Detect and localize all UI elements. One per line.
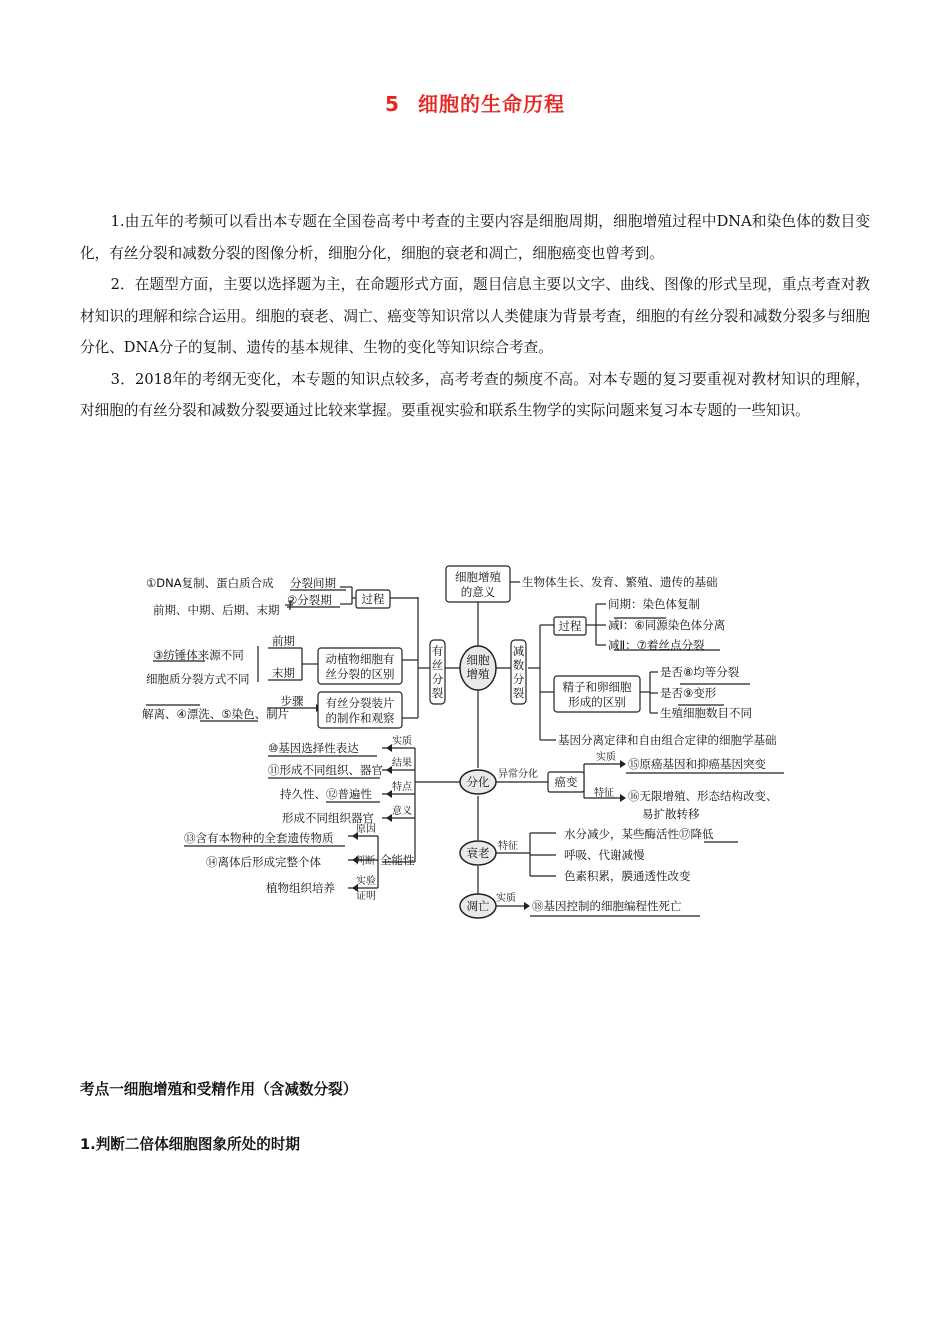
d12: 持久性、⑫普遍性: [280, 787, 372, 801]
slide-box-line1: 有丝分裂装片: [325, 696, 395, 710]
d-result-label: 结果: [392, 758, 412, 769]
m-interphase: 间期：染色体复制: [608, 597, 700, 611]
phases: 前期、中期、后期、末期: [153, 603, 280, 617]
intro-paragraph: 2．在题型方面，主要以选择题为主，在命题形式方面，题目信息主要以文字、曲线、图像的形式呈现，重点考查对教材知识的理解和综合运用。细胞的衰老、凋亡、癌变等知识常以人类健康为背景考查，细胞的有丝分裂和减数分裂多与细胞分化、DNA分子的复制、遗传的基本规律、生物的变化等知识综合考查。: [80, 276, 870, 356]
essence-label: 实质: [596, 752, 616, 763]
item3: ③纺锤体来源不同: [153, 648, 244, 662]
telophase: 末期: [272, 666, 295, 680]
page-title: [0, 88, 950, 117]
significance-box-line2: 的意义: [460, 585, 496, 599]
d-totipotency: 全能性: [380, 853, 415, 867]
intro-paragraph: 1.由五年的考频可以看出本专题在全国卷高考中考查的主要内容是细胞周期，细胞增殖过程中DNA和染色体的数目变化，有丝分裂和减数分裂的图像分析，细胞分化，细胞的衰老和凋亡，细胞癌变也曾考到。: [80, 213, 870, 262]
a1: 水分减少，某些酶活性⑰降低: [564, 827, 714, 841]
aging-node: 衰老: [466, 846, 490, 860]
diff-box-line2: 丝分裂的区别: [325, 667, 395, 681]
meiosis-process: 过程: [558, 619, 582, 633]
m-i: 减Ⅰ：⑥同源染色体分离: [608, 618, 726, 632]
section-heading: 考点一细胞增殖和受精作用（含减数分裂）: [80, 1081, 358, 1098]
d-experiment-label: 实验: [356, 876, 376, 887]
g1: 是否⑧均等分裂: [660, 665, 740, 679]
meiosis-vertical-4: 裂: [512, 686, 525, 700]
c16a: ⑯无限增殖、形态结构改变、: [628, 789, 778, 803]
meiosis-vertical-2: 数: [512, 658, 525, 672]
diff-box-line1: 动植物细胞有: [325, 652, 395, 666]
cytokinesis: 细胞质分裂方式不同: [146, 672, 250, 686]
a-feature-label: 特征: [498, 841, 518, 852]
d13: ⑬含有本物种的全套遗传物质: [184, 831, 334, 845]
meiosis-vertical-3: 分: [512, 672, 525, 686]
significance-text: 生物体生长、发育、繁殖、遗传的基础: [522, 575, 718, 589]
ap-essence-label: 实质: [496, 893, 516, 904]
d10: ⑩基因选择性表达: [268, 741, 359, 755]
d-reason-label: 原因: [356, 824, 376, 835]
d-meaning-label: 意义: [392, 806, 412, 817]
d14: ⑭离体后形成完整个体: [206, 855, 321, 869]
d-form: 形成不同组织器官: [282, 811, 374, 825]
d-culture: 植物组织培养: [266, 881, 335, 895]
gamete-box-line2: 形成的区别: [568, 695, 626, 709]
mitosis-vertical-3: 分: [431, 672, 444, 686]
gamete-box-line1: 精子和卵细胞: [562, 680, 632, 694]
title-number: 5: [385, 92, 400, 116]
slide-box-line2: 的制作和观察: [325, 711, 395, 725]
c16b: 易扩散转移: [642, 807, 700, 821]
g2: 是否⑨变形: [660, 686, 717, 700]
intro-paragraph: 3．2018年的考纲无变化，本专题的知识点较多，高考考查的频度不高。对本专题的复习要重视对教材知识的理解，对细胞的有丝分裂和减数分裂要通过比较来掌握。要重视实验和联系生物学的实际问题来复习本专题的一些知识。: [80, 370, 870, 419]
concept-map: [138, 560, 810, 920]
g3: 生殖细胞数目不同: [660, 706, 752, 720]
d-feature-label: 特点: [392, 782, 412, 793]
title-text: 细胞的生命历程: [417, 92, 565, 116]
mitosis-vertical-2: 丝: [431, 658, 444, 672]
feature-label: 特征: [594, 788, 614, 799]
a2: 呼吸、代谢减慢: [564, 848, 645, 862]
d-judge-label: 判断: [355, 856, 375, 867]
d11: ⑪形成不同组织、器官: [268, 763, 383, 777]
item2: ②分裂期: [287, 593, 332, 607]
cancer-node: 癌变: [554, 775, 578, 789]
item45: 解离、④漂洗、⑤染色、制片: [142, 707, 290, 721]
center-label: 细胞增殖: [466, 653, 490, 681]
apoptosis-node: 凋亡: [466, 899, 490, 913]
intro-section: [80, 206, 870, 427]
differentiation-node: 分化: [466, 775, 490, 789]
item1: ①DNA复制、蛋白质合成: [146, 576, 274, 590]
mitosis-vertical-1: 有: [431, 644, 444, 658]
interphase: 分裂间期: [290, 576, 336, 590]
mitosis-vertical-4: 裂: [431, 686, 444, 700]
ap18: ⑱基因控制的细胞编程性死亡: [532, 899, 682, 913]
subheading: 1.判断二倍体细胞图象所处的时期: [80, 1136, 301, 1153]
meiosis-vertical-1: 减: [512, 644, 525, 658]
a3: 色素积累，膜通透性改变: [564, 869, 691, 883]
significance-box-line1: 细胞增殖: [455, 570, 501, 584]
c15: ⑮原癌基因和抑癌基因突变: [628, 757, 766, 771]
process-label: 过程: [361, 592, 385, 606]
prophase: 前期: [272, 634, 295, 648]
abnormal-label: 异常分化: [498, 769, 538, 780]
d-essence-label: 实质: [392, 736, 412, 747]
m-ii: 减Ⅱ：⑦着丝点分裂: [608, 638, 705, 652]
genetic-basis: 基因分离定律和自由组合定律的细胞学基础: [558, 733, 777, 747]
d-proof-label: 证明: [356, 891, 376, 902]
steps-label: 步骤: [280, 694, 304, 708]
